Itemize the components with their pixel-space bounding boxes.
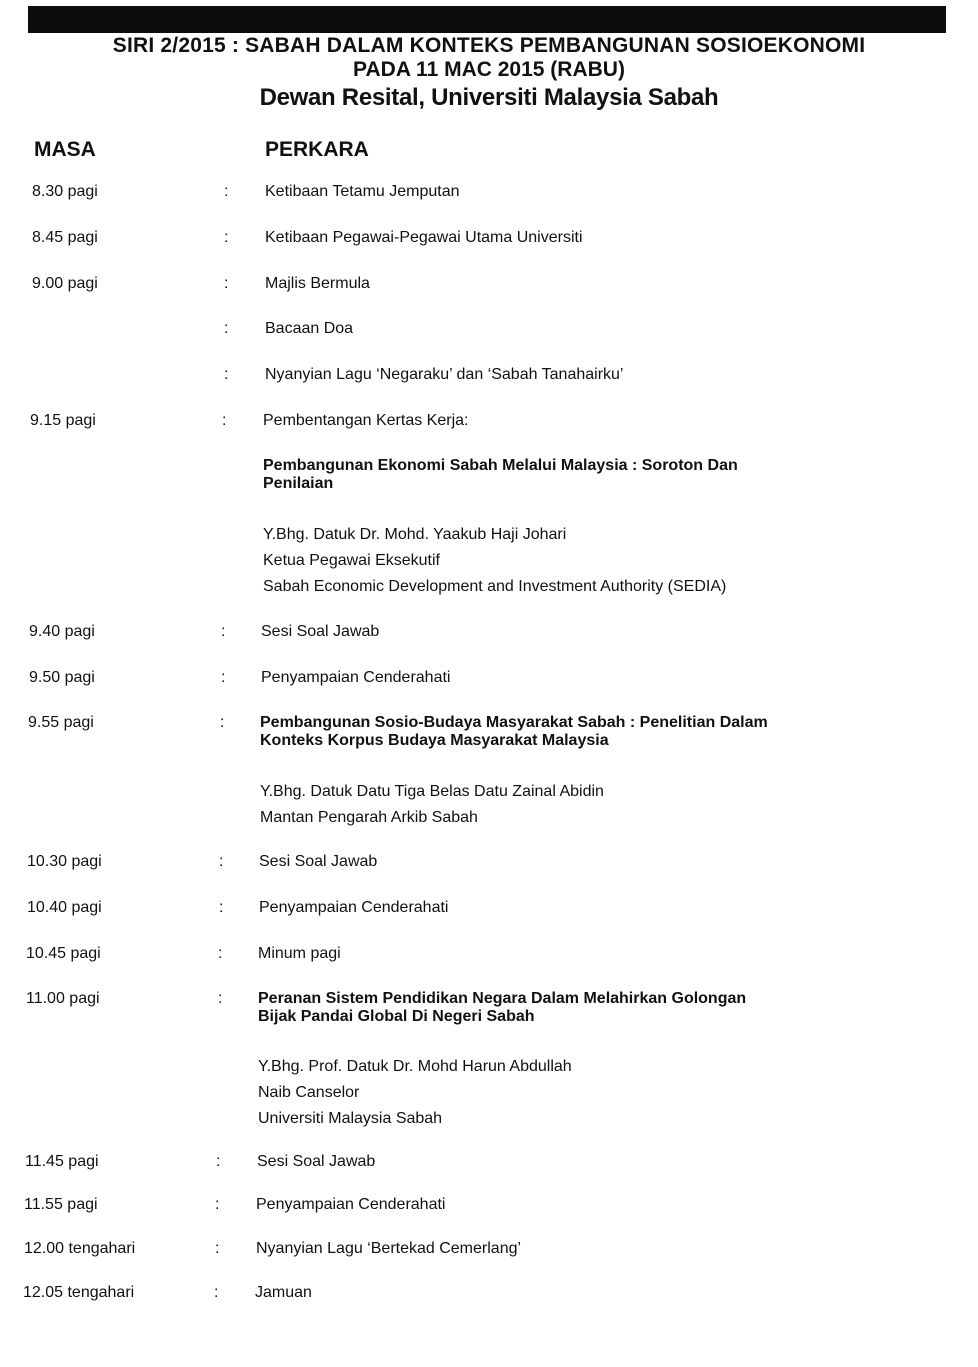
schedule-separator: : — [221, 623, 226, 640]
session-title-line: Konteks Korpus Budaya Masyarakat Malaysia — [260, 732, 609, 749]
header-series-title: SIRI 2/2015 : SABAH DALAM KONTEKS PEMBANGUNAN SOSIOEKONOMI — [112, 34, 866, 57]
speaker-info-line: Y.Bhg. Datuk Datu Tiga Belas Datu Zainal Abidin — [260, 783, 604, 800]
schedule-item: Pembentangan Kertas Kerja: — [263, 412, 469, 429]
session-title — [260, 714, 768, 750]
schedule-separator: : — [224, 229, 229, 246]
schedule-separator: : — [219, 899, 224, 916]
schedule-item: Sesi Soal Jawab — [259, 853, 378, 870]
schedule-separator: : — [224, 320, 229, 337]
schedule-time: 12.05 tengahari — [23, 1284, 135, 1301]
schedule-item: Ketibaan Pegawai-Pegawai Utama Universiti — [265, 229, 583, 246]
session-title — [258, 990, 746, 1026]
schedule-time: 8.30 pagi — [32, 183, 98, 200]
schedule-time: 11.00 pagi — [26, 990, 100, 1007]
schedule-separator: : — [222, 412, 227, 429]
schedule-separator: : — [219, 853, 224, 870]
speaker-info-line: Universiti Malaysia Sabah — [258, 1110, 443, 1127]
schedule-item: Jamuan — [255, 1284, 312, 1301]
schedule-item: Bacaan Doa — [265, 320, 354, 337]
speaker-info-line: Ketua Pegawai Eksekutif — [263, 552, 440, 569]
speaker-info-line: Y.Bhg. Datuk Dr. Mohd. Yaakub Haji Johari — [263, 526, 567, 543]
column-header-item: PERKARA — [265, 138, 369, 161]
speaker-info-line: Naib Canselor — [258, 1084, 360, 1101]
speaker-info — [258, 1058, 572, 1136]
schedule-time: 12.00 tengahari — [24, 1240, 136, 1257]
schedule-time: 9.55 pagi — [28, 714, 94, 731]
schedule-separator: : — [220, 714, 225, 731]
schedule-item: Sesi Soal Jawab — [261, 623, 380, 640]
schedule-time: 9.50 pagi — [29, 669, 95, 686]
schedule-item: Ketibaan Tetamu Jemputan — [265, 183, 460, 200]
schedule-time: 11.45 pagi — [25, 1153, 99, 1170]
header-bar — [28, 6, 946, 33]
schedule-time: 11.55 pagi — [24, 1196, 98, 1213]
schedule-separator: : — [214, 1284, 219, 1301]
schedule-item: Majlis Bermula — [265, 275, 370, 292]
schedule-separator: : — [224, 366, 229, 383]
speaker-info — [260, 783, 604, 835]
schedule-time: 8.45 pagi — [32, 229, 98, 246]
schedule-separator: : — [216, 1153, 221, 1170]
session-title-line: Peranan Sistem Pendidikan Negara Dalam Melahirkan Golongan — [258, 990, 747, 1007]
schedule-separator: : — [218, 945, 223, 962]
session-title — [263, 457, 738, 493]
speaker-info — [263, 526, 726, 604]
schedule-item: Penyampaian Cenderahati — [261, 669, 451, 686]
schedule-separator: : — [224, 183, 229, 200]
column-header-time: MASA — [34, 138, 96, 161]
session-title-line: Pembangunan Ekonomi Sabah Melalui Malaysia : Soroton Dan — [263, 457, 738, 474]
schedule-item: Penyampaian Cenderahati — [256, 1196, 446, 1213]
speaker-info-line: Sabah Economic Development and Investment Authority (SEDIA) — [263, 578, 727, 595]
schedule-time: 9.40 pagi — [29, 623, 95, 640]
schedule-item: Nyanyian Lagu ‘Negaraku’ dan ‘Sabah Tanahairku’ — [265, 366, 624, 383]
session-title-line: Pembangunan Sosio-Budaya Masyarakat Sabah : Penelitian Dalam — [260, 714, 768, 731]
speaker-info-line: Y.Bhg. Prof. Datuk Dr. Mohd Harun Abdullah — [258, 1058, 572, 1075]
schedule-separator: : — [215, 1196, 220, 1213]
schedule-item: Minum pagi — [258, 945, 341, 962]
session-title-line: Penilaian — [263, 475, 334, 492]
schedule-time: 10.30 pagi — [27, 853, 102, 870]
schedule-time: 10.40 pagi — [27, 899, 102, 916]
session-title-line: Bijak Pandai Global Di Negeri Sabah — [258, 1008, 535, 1025]
schedule-item: Penyampaian Cenderahati — [259, 899, 449, 916]
schedule-time: 9.00 pagi — [32, 275, 98, 292]
schedule-separator: : — [218, 990, 223, 1007]
schedule-separator: : — [224, 275, 229, 292]
speaker-info-line: Mantan Pengarah Arkib Sabah — [260, 809, 478, 826]
schedule-time: 9.15 pagi — [30, 412, 96, 429]
schedule-item: Sesi Soal Jawab — [257, 1153, 376, 1170]
header-venue: Dewan Resital, Universiti Malaysia Sabah — [259, 84, 719, 111]
schedule-separator: : — [215, 1240, 220, 1257]
schedule-separator: : — [221, 669, 226, 686]
header-date: PADA 11 MAC 2015 (RABU) — [353, 58, 625, 81]
schedule-item: Nyanyian Lagu ‘Bertekad Cemerlang’ — [256, 1240, 522, 1257]
schedule-time: 10.45 pagi — [26, 945, 101, 962]
